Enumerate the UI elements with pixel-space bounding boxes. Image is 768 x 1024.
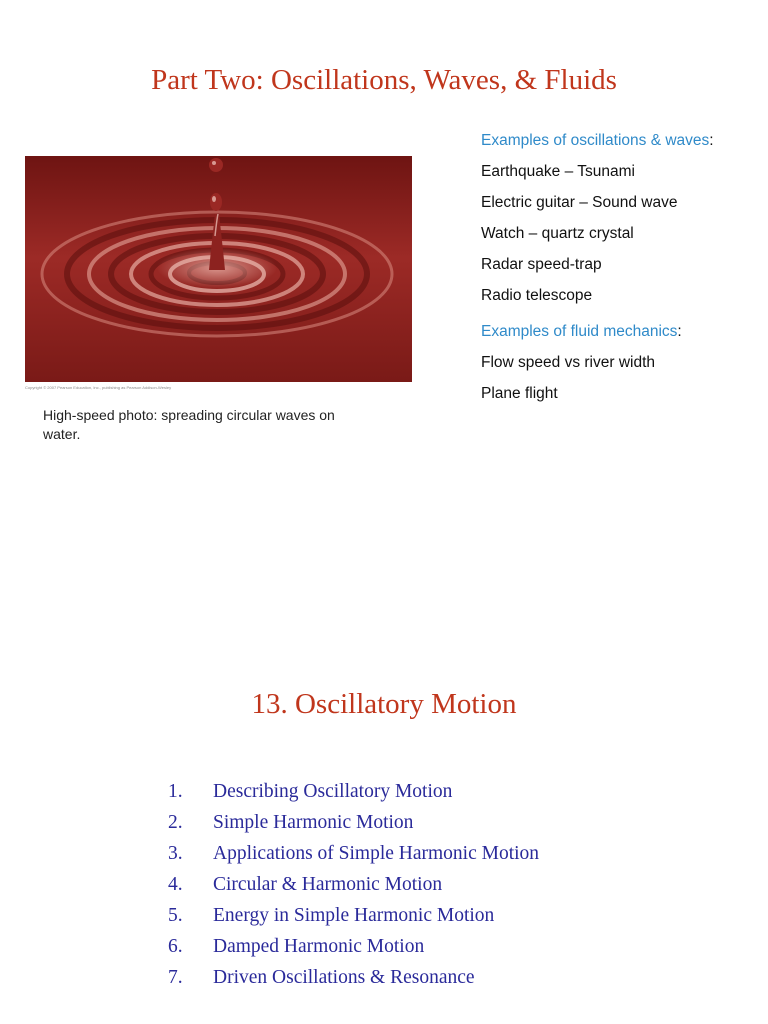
water-drop-photo (25, 156, 412, 382)
item-number: 1. (168, 781, 183, 802)
examples-column (481, 126, 721, 409)
item-number: 3. (168, 843, 183, 864)
list-item: Watch – quartz crystal (481, 225, 634, 242)
item-label: Simple Harmonic Motion (213, 812, 414, 833)
item-number: 4. (168, 874, 183, 895)
list-item (168, 776, 539, 807)
image-copyright: Copyright © 2007 Pearson Education, Inc., publishing as Pearson Addison-Wesley (25, 385, 172, 390)
list-item: Electric guitar – Sound wave (481, 194, 678, 211)
item-label: Circular & Harmonic Motion (213, 874, 443, 895)
waves-examples-heading: Examples of oscillations & waves: (481, 132, 714, 149)
item-number: 6. (168, 936, 183, 957)
list-item (168, 962, 539, 993)
item-label: Driven Oscillations & Resonance (213, 967, 475, 988)
item-number: 7. (168, 967, 183, 988)
list-item: Flow speed vs river width (481, 354, 656, 371)
list-item (168, 838, 539, 869)
item-number: 2. (168, 812, 183, 833)
list-item (168, 931, 539, 962)
fluids-examples-heading: Examples of fluid mechanics: (481, 323, 682, 340)
item-label: Describing Oscillatory Motion (213, 781, 453, 802)
list-item: Plane flight (481, 385, 558, 402)
slide-title: 13. Oscillatory Motion (251, 688, 517, 720)
item-label: Energy in Simple Harmonic Motion (213, 905, 495, 926)
list-item (168, 900, 539, 931)
list-item (168, 869, 539, 900)
slide-oscillatory-motion (0, 512, 768, 1024)
list-item: Radar speed-trap (481, 256, 602, 273)
image-caption: High-speed photo: spreading circular waves on water. (43, 407, 335, 442)
slide-title: Part Two: Oscillations, Waves, & Fluids (151, 64, 617, 96)
list-item (168, 807, 539, 838)
item-label: Damped Harmonic Motion (213, 936, 425, 957)
list-item: Radio telescope (481, 287, 593, 304)
item-number: 5. (168, 905, 183, 926)
section-list (168, 776, 539, 993)
ripple-illustration (25, 156, 412, 382)
item-label: Applications of Simple Harmonic Motion (213, 843, 540, 864)
list-item: Earthquake – Tsunami (481, 163, 635, 180)
